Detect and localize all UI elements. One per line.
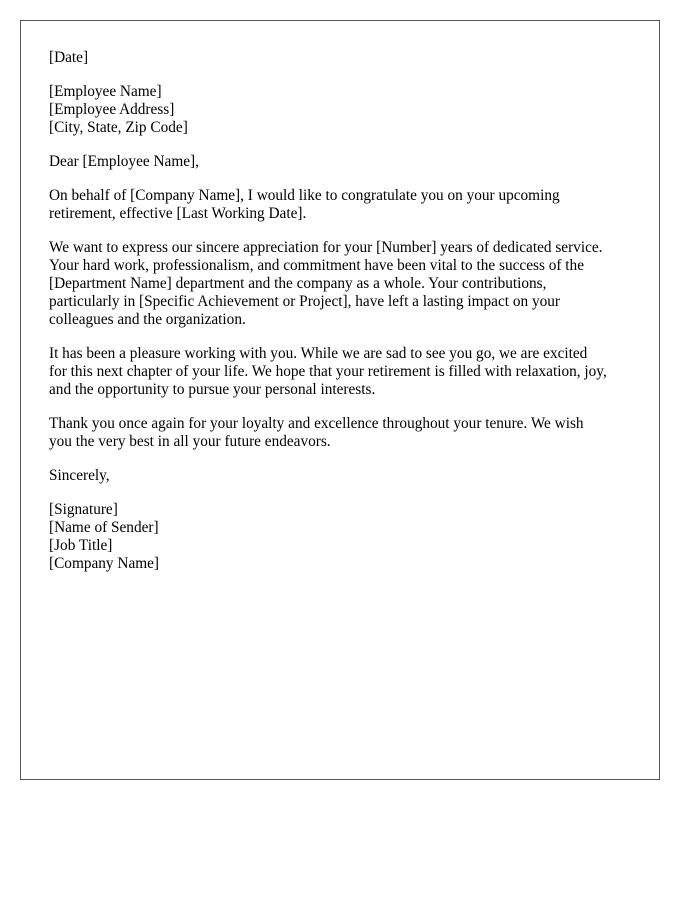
letter-page: [20, 20, 660, 780]
salutation: [49, 153, 639, 171]
paragraph-farewell: [49, 345, 639, 399]
paragraph-appreciation: [49, 239, 639, 329]
paragraph-line: you the very best in all your future endeavors.: [49, 433, 331, 450]
paragraph-line: [Department Name] department and the company as a whole. Your contributions,: [49, 275, 547, 292]
paragraph-line: and the opportunity to pursue your personal interests.: [49, 381, 376, 398]
recipient-block: [49, 83, 639, 137]
letter-content: [49, 49, 639, 589]
letter-date: [49, 49, 639, 67]
date-text: [Date]: [49, 49, 89, 66]
paragraph-line: On behalf of [Company Name], I would like to congratulate you on your upcoming: [49, 187, 560, 204]
closing: [49, 467, 639, 485]
paragraph-line: Your hard work, professionalism, and commitment have been vital to the success of the: [49, 257, 584, 274]
sender-job-title: [Job Title]: [49, 537, 113, 554]
paragraph-line: Thank you once again for your loyalty and excellence throughout your tenure. We wish: [49, 415, 584, 432]
paragraph-congratulations: [49, 187, 639, 223]
signature-block: [49, 501, 639, 573]
paragraph-thanks: [49, 415, 639, 451]
paragraph-line: retirement, effective [Last Working Date].: [49, 205, 307, 222]
recipient-name: [Employee Name]: [49, 83, 162, 100]
paragraph-line: particularly in [Specific Achievement or Project], have left a lasting impact on your: [49, 293, 560, 310]
paragraph-line: It has been a pleasure working with you. While we are sad to see you go, we are excited: [49, 345, 588, 362]
paragraph-line: for this next chapter of your life. We hope that your retirement is filled with relaxation, joy,: [49, 363, 607, 380]
paragraph-line: colleagues and the organization.: [49, 311, 246, 328]
paragraph-line: We want to express our sincere appreciation for your [Number] years of dedicated service.: [49, 239, 603, 256]
salutation-text: Dear [Employee Name],: [49, 153, 199, 170]
sender-name: [Name of Sender]: [49, 519, 159, 536]
recipient-city-state-zip: [City, State, Zip Code]: [49, 119, 188, 136]
sender-company-name: [Company Name]: [49, 555, 160, 572]
recipient-address: [Employee Address]: [49, 101, 175, 118]
signature-placeholder: [Signature]: [49, 501, 118, 518]
closing-text: Sincerely,: [49, 467, 110, 484]
